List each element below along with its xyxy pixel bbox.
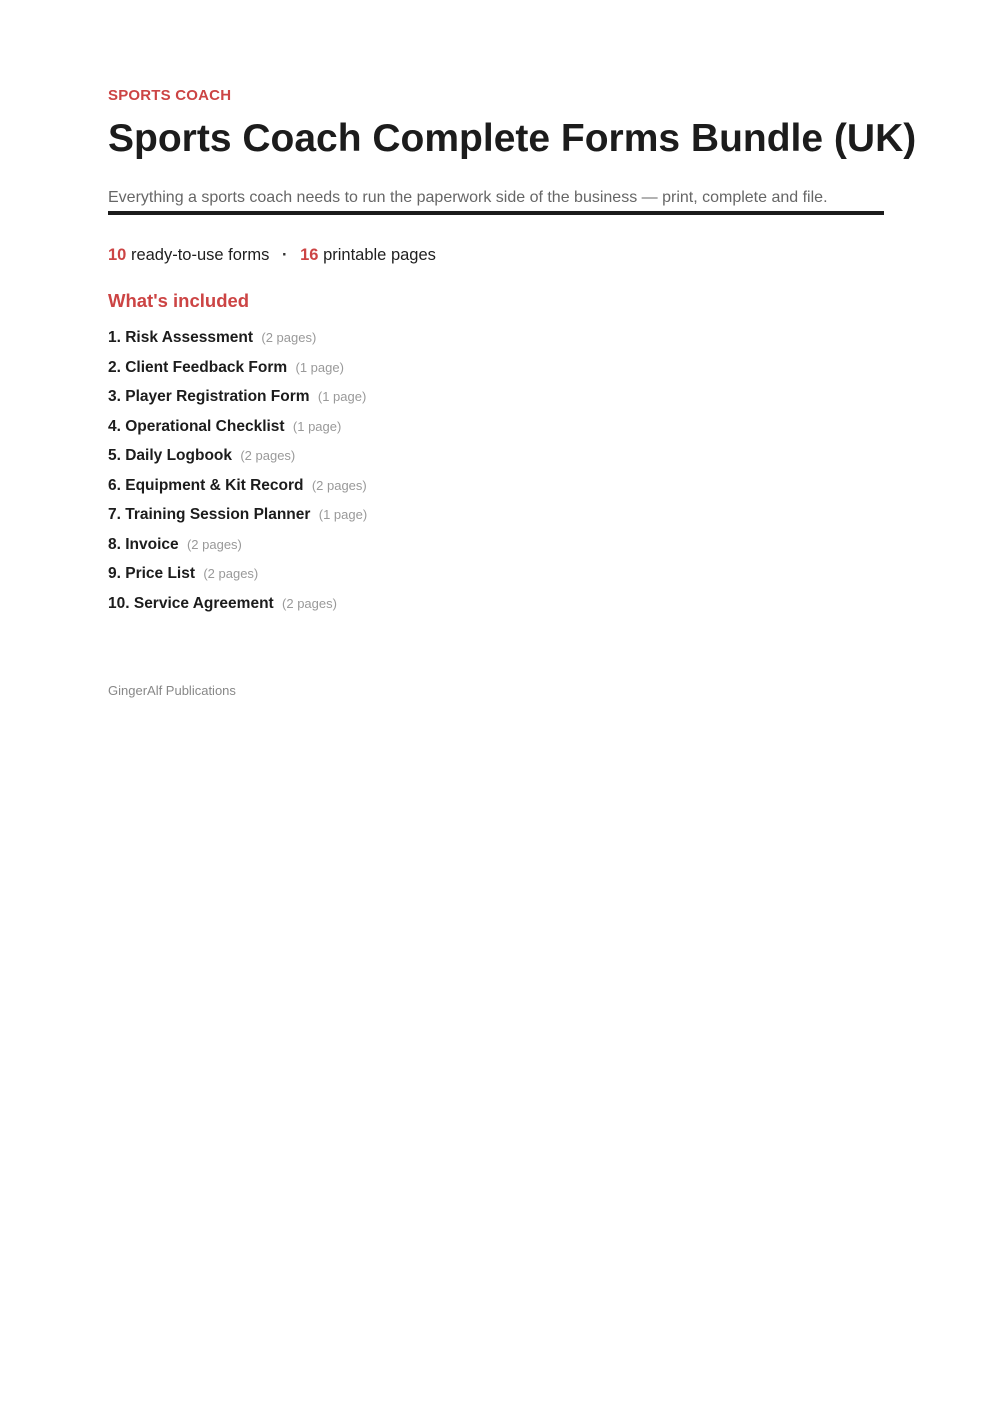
form-name: 2. Client Feedback Form	[108, 358, 288, 376]
page-title: Sports Coach Complete Forms Bundle (UK)	[108, 117, 917, 160]
form-name: 9. Price List	[108, 565, 196, 582]
form-page-count: (2 pages)	[203, 566, 259, 581]
form-name: 7. Training Session Planner	[108, 506, 311, 523]
form-page-count: (1 page)	[317, 389, 367, 404]
form-page-count: (2 pages)	[240, 448, 296, 463]
form-page-count: (2 pages)	[282, 595, 337, 611]
bundle-stats	[108, 245, 436, 265]
list-item	[108, 535, 367, 565]
publisher-name: GingerAlf Publications	[108, 683, 236, 698]
list-item	[108, 594, 367, 624]
form-name: 6. Equipment & Kit Record	[108, 476, 304, 494]
stats-separator: ·	[282, 246, 288, 264]
list-item	[108, 358, 367, 388]
form-page-count: (1 page)	[292, 418, 342, 434]
included-heading: What's included	[108, 290, 250, 311]
form-page-count: (2 pages)	[186, 536, 242, 552]
form-page-count: (1 page)	[295, 359, 344, 375]
list-item	[108, 417, 367, 447]
page-subtitle: Everything a sports coach needs to run the paperwork side of the business — print, complete and file.	[108, 189, 828, 206]
pages-count: 16	[300, 246, 319, 264]
list-item	[108, 564, 367, 594]
category-kicker: SPORTS COACH	[108, 87, 232, 104]
form-name: 3. Player Registration Form	[108, 388, 310, 405]
form-page-count: (2 pages)	[261, 330, 317, 345]
form-page-count: (2 pages)	[311, 477, 367, 493]
list-item	[108, 328, 367, 358]
form-page-count: (1 page)	[318, 507, 368, 522]
forms-count: 10	[108, 246, 127, 264]
form-name: 8. Invoice	[108, 535, 179, 553]
form-name: 10. Service Agreement	[108, 594, 274, 612]
form-name: 5. Daily Logbook	[108, 447, 233, 464]
form-name: 1. Risk Assessment	[108, 329, 254, 346]
pages-label: printable pages	[323, 246, 436, 264]
forms-label: ready-to-use forms	[130, 246, 270, 264]
title-divider	[108, 211, 884, 215]
form-name: 4. Operational Checklist	[108, 417, 285, 435]
list-item	[108, 505, 367, 535]
forms-list	[108, 328, 367, 623]
list-item	[108, 446, 367, 476]
list-item	[108, 476, 367, 506]
list-item	[108, 387, 367, 417]
